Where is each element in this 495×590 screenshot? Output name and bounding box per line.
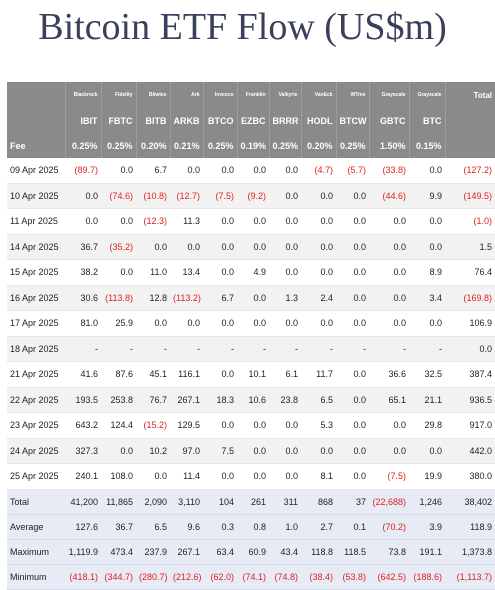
fee-cell: 0.25% (65, 133, 101, 158)
flow-cell: 129.5 (170, 413, 203, 439)
flow-cell: 0.0 (336, 285, 369, 311)
flow-cell: 2.4 (301, 285, 336, 311)
flow-cell: 0.0 (170, 158, 203, 183)
flow-cell: 13.4 (170, 260, 203, 286)
flow-cell: 11.4 (170, 464, 203, 490)
stat-cell: 73.8 (369, 539, 409, 564)
stat-cell: 3.9 (409, 514, 445, 539)
flow-cell: 253.8 (101, 387, 136, 413)
flow-cell: (113.2) (170, 285, 203, 311)
flow-cell: 0.0 (336, 413, 369, 439)
flow-cell: 0.0 (269, 438, 301, 464)
table-row (7, 438, 495, 464)
flow-cell: 0.0 (336, 183, 369, 209)
ticker-header: ARKB (170, 108, 203, 133)
stat-cell: 6.5 (136, 514, 170, 539)
flow-cell: 240.1 (65, 464, 101, 490)
flow-cell: 0.0 (65, 209, 101, 235)
stat-cell: (38.4) (301, 564, 336, 589)
date-cell: 25 Apr 2025 (7, 464, 65, 490)
flow-cell: 442.0 (445, 438, 495, 464)
flow-cell: (89.7) (65, 158, 101, 183)
flow-cell: 18.3 (203, 387, 237, 413)
stat-cell: (212.6) (170, 564, 203, 589)
stat-cell: 3,110 (170, 489, 203, 514)
flow-cell: 38.2 (65, 260, 101, 286)
fee-cell: 0.25% (336, 133, 369, 158)
flow-cell: 7.5 (203, 438, 237, 464)
flow-cell: 0.0 (336, 438, 369, 464)
date-cell: 10 Apr 2025 (7, 183, 65, 209)
stat-cell: 63.4 (203, 539, 237, 564)
issuer-header: Ark (170, 82, 203, 108)
flow-cell: 0.0 (369, 234, 409, 260)
flow-cell: 327.3 (65, 438, 101, 464)
flow-cell: 8.9 (409, 260, 445, 286)
flow-cell: 0.0 (409, 209, 445, 235)
flow-cell: 0.0 (409, 438, 445, 464)
stat-label: Average (7, 514, 65, 539)
stat-cell: 473.4 (101, 539, 136, 564)
flow-cell: 0.0 (369, 438, 409, 464)
flow-cell: 0.0 (301, 438, 336, 464)
flow-cell: - (369, 336, 409, 362)
stat-cell: 11,865 (101, 489, 136, 514)
stat-cell: 104 (203, 489, 237, 514)
header-corner (7, 82, 65, 108)
flow-cell: 8.1 (301, 464, 336, 490)
issuer-header: VanEck (301, 82, 336, 108)
flow-cell: 0.0 (269, 413, 301, 439)
flow-cell: 5.3 (301, 413, 336, 439)
flow-cell: - (136, 336, 170, 362)
flow-cell: (9.2) (237, 183, 269, 209)
date-cell: 22 Apr 2025 (7, 387, 65, 413)
flow-cell: 936.5 (445, 387, 495, 413)
page-title: Bitcoin ETF Flow (US$m) (38, 6, 447, 48)
fee-cell: 0.20% (301, 133, 336, 158)
stat-row-total (7, 489, 495, 514)
stat-label: Minimum (7, 564, 65, 589)
date-cell: 18 Apr 2025 (7, 336, 65, 362)
table-row (7, 387, 495, 413)
stat-cell: 0.8 (237, 514, 269, 539)
flow-cell: 0.0 (237, 464, 269, 490)
ticker-header: HODL (301, 108, 336, 133)
stat-cell: 118.9 (445, 514, 495, 539)
stat-cell: 267.1 (170, 539, 203, 564)
ticker-header: IBIT (65, 108, 101, 133)
flow-cell: 0.0 (269, 311, 301, 337)
issuer-header: Total (445, 82, 495, 108)
flow-cell: 0.0 (336, 362, 369, 388)
flow-cell: 65.1 (369, 387, 409, 413)
stat-cell: 118.5 (336, 539, 369, 564)
flow-cell: 108.0 (101, 464, 136, 490)
fee-label: Fee (7, 133, 65, 158)
flow-cell: 10.1 (237, 362, 269, 388)
flow-cell: 0.0 (136, 464, 170, 490)
stat-cell: 60.9 (237, 539, 269, 564)
flow-cell: 0.0 (237, 234, 269, 260)
flow-cell: 36.7 (65, 234, 101, 260)
flow-cell: 0.0 (301, 234, 336, 260)
flow-cell: 97.0 (170, 438, 203, 464)
table-row (7, 209, 495, 235)
flow-cell: 0.0 (101, 158, 136, 183)
fee-cell: 1.50% (369, 133, 409, 158)
flow-cell: 6.5 (301, 387, 336, 413)
stat-cell: (74.1) (237, 564, 269, 589)
stat-cell: (642.5) (369, 564, 409, 589)
stat-cell: (1,113.7) (445, 564, 495, 589)
flow-cell: (33.8) (369, 158, 409, 183)
flow-cell: 0.0 (136, 234, 170, 260)
flow-cell: 11.0 (136, 260, 170, 286)
table-row (7, 234, 495, 260)
flow-cell: 0.0 (203, 413, 237, 439)
flow-cell: (12.3) (136, 209, 170, 235)
ticker-header: BTC (409, 108, 445, 133)
flow-cell: 0.0 (136, 311, 170, 337)
flow-cell: 30.6 (65, 285, 101, 311)
ticker-header (445, 108, 495, 133)
flow-cell: 21.1 (409, 387, 445, 413)
fee-cell: 0.25% (269, 133, 301, 158)
flow-cell: 0.0 (301, 311, 336, 337)
flow-cell: (4.7) (301, 158, 336, 183)
flow-cell: 29.8 (409, 413, 445, 439)
flow-cell: (7.5) (203, 183, 237, 209)
flow-cell: 0.0 (203, 234, 237, 260)
flow-cell: 0.0 (369, 311, 409, 337)
ticker-header: BTCW (336, 108, 369, 133)
flow-cell: 4.9 (237, 260, 269, 286)
date-cell: 09 Apr 2025 (7, 158, 65, 183)
flow-cell: 0.0 (237, 285, 269, 311)
flow-cell: 124.4 (101, 413, 136, 439)
flow-cell: - (237, 336, 269, 362)
stat-cell: (70.2) (369, 514, 409, 539)
stat-cell: 38,402 (445, 489, 495, 514)
table-row (7, 260, 495, 286)
flow-cell: 0.0 (65, 183, 101, 209)
ticker-header: GBTC (369, 108, 409, 133)
flow-cell: - (409, 336, 445, 362)
flow-cell: 0.0 (336, 234, 369, 260)
flow-cell: 0.0 (237, 413, 269, 439)
issuer-header: Invesco (203, 82, 237, 108)
issuer-header: Fidelity (101, 82, 136, 108)
flow-cell: 643.2 (65, 413, 101, 439)
flow-cell: 0.0 (101, 260, 136, 286)
stat-cell: 311 (269, 489, 301, 514)
flow-cell: 0.0 (369, 285, 409, 311)
flow-cell: - (203, 336, 237, 362)
flow-cell: 87.6 (101, 362, 136, 388)
fee-cell: 0.25% (101, 133, 136, 158)
flow-cell: 0.0 (269, 158, 301, 183)
flow-cell: 0.0 (409, 234, 445, 260)
header-corner (7, 108, 65, 133)
flow-cell: 0.0 (203, 260, 237, 286)
flow-cell: 10.6 (237, 387, 269, 413)
date-cell: 14 Apr 2025 (7, 234, 65, 260)
flow-cell: 0.0 (203, 209, 237, 235)
flow-cell: 0.0 (269, 183, 301, 209)
flow-cell: 0.0 (269, 234, 301, 260)
table-row (7, 158, 495, 183)
table-row (7, 311, 495, 337)
date-cell: 21 Apr 2025 (7, 362, 65, 388)
stat-row-minimum (7, 564, 495, 589)
flow-cell: 0.0 (301, 260, 336, 286)
flow-cell: 0.0 (336, 209, 369, 235)
flow-cell: 11.3 (170, 209, 203, 235)
ticker-header-row (7, 108, 495, 133)
stat-cell: 261 (237, 489, 269, 514)
flow-cell: 0.0 (409, 158, 445, 183)
flow-cell: 6.1 (269, 362, 301, 388)
etf-flow-table (7, 82, 495, 590)
table-row (7, 336, 495, 362)
flow-cell: - (101, 336, 136, 362)
flow-cell: 0.0 (203, 311, 237, 337)
flow-cell: 3.4 (409, 285, 445, 311)
fee-row (7, 133, 495, 158)
flow-cell: 0.0 (369, 413, 409, 439)
issuer-header: WTree (336, 82, 369, 108)
stat-cell: 43.4 (269, 539, 301, 564)
stat-cell: 127.6 (65, 514, 101, 539)
flow-cell: 0.0 (170, 311, 203, 337)
table-row (7, 362, 495, 388)
flow-cell: 193.5 (65, 387, 101, 413)
flow-cell: (5.7) (336, 158, 369, 183)
flow-cell: 0.0 (170, 234, 203, 260)
fee-cell: 0.20% (136, 133, 170, 158)
issuer-header: Grayscale (369, 82, 409, 108)
stat-cell: 1,246 (409, 489, 445, 514)
stat-cell: 118.8 (301, 539, 336, 564)
stat-cell: 0.1 (336, 514, 369, 539)
fee-cell: 0.25% (203, 133, 237, 158)
stat-cell: 41,200 (65, 489, 101, 514)
stat-cell: (62.0) (203, 564, 237, 589)
stat-cell: (74.8) (269, 564, 301, 589)
flow-cell: 0.0 (336, 387, 369, 413)
flow-cell: (12.7) (170, 183, 203, 209)
fee-cell: 0.15% (409, 133, 445, 158)
stat-cell: (188.6) (409, 564, 445, 589)
flow-cell: - (336, 336, 369, 362)
flow-cell: (1.0) (445, 209, 495, 235)
stat-cell: (344.7) (101, 564, 136, 589)
flow-cell: (74.6) (101, 183, 136, 209)
fee-cell (445, 133, 495, 158)
flow-cell: 1.3 (269, 285, 301, 311)
flow-cell: 917.0 (445, 413, 495, 439)
flow-cell: 106.9 (445, 311, 495, 337)
stat-label: Maximum (7, 539, 65, 564)
ticker-header: BRRR (269, 108, 301, 133)
table-row (7, 183, 495, 209)
flow-cell: 0.0 (301, 183, 336, 209)
stat-cell: 37 (336, 489, 369, 514)
flow-cell: 10.2 (136, 438, 170, 464)
flow-cell: 45.1 (136, 362, 170, 388)
ticker-header: BTCO (203, 108, 237, 133)
flow-cell: 76.7 (136, 387, 170, 413)
date-cell: 17 Apr 2025 (7, 311, 65, 337)
issuer-header: Bitwise (136, 82, 170, 108)
flow-cell: 0.0 (203, 158, 237, 183)
table-row (7, 285, 495, 311)
flow-cell: 25.9 (101, 311, 136, 337)
stat-cell: 868 (301, 489, 336, 514)
stat-cell: 9.6 (170, 514, 203, 539)
flow-cell: (44.6) (369, 183, 409, 209)
stat-cell: (418.1) (65, 564, 101, 589)
flow-cell: (169.8) (445, 285, 495, 311)
flow-cell: 32.5 (409, 362, 445, 388)
flow-cell: 387.4 (445, 362, 495, 388)
stat-cell: 0.3 (203, 514, 237, 539)
stat-cell: 237.9 (136, 539, 170, 564)
stat-cell: 1,373.8 (445, 539, 495, 564)
date-cell: 16 Apr 2025 (7, 285, 65, 311)
flow-cell: 0.0 (445, 336, 495, 362)
ticker-header: BITB (136, 108, 170, 133)
stat-row-average (7, 514, 495, 539)
flow-cell: 380.0 (445, 464, 495, 490)
flow-cell: (149.5) (445, 183, 495, 209)
stat-cell: 191.1 (409, 539, 445, 564)
ticker-header: FBTC (101, 108, 136, 133)
flow-cell: 12.8 (136, 285, 170, 311)
flow-cell: - (170, 336, 203, 362)
flow-cell: (35.2) (101, 234, 136, 260)
stat-row-maximum (7, 539, 495, 564)
flow-cell: 0.0 (237, 438, 269, 464)
ticker-header: EZBC (237, 108, 269, 133)
issuer-header: Blackrock (65, 82, 101, 108)
issuer-header: Grayscale (409, 82, 445, 108)
flow-cell: 0.0 (101, 438, 136, 464)
flow-cell: 0.0 (237, 311, 269, 337)
flow-cell: 0.0 (203, 362, 237, 388)
stat-cell: 2,090 (136, 489, 170, 514)
stat-cell: (22,688) (369, 489, 409, 514)
flow-cell: 0.0 (369, 260, 409, 286)
flow-cell: 36.6 (369, 362, 409, 388)
issuer-header: Franklin (237, 82, 269, 108)
flow-cell: 0.0 (237, 158, 269, 183)
issuer-header: Valkyrie (269, 82, 301, 108)
flow-cell: 0.0 (301, 209, 336, 235)
flow-cell: 6.7 (203, 285, 237, 311)
flow-cell: 76.4 (445, 260, 495, 286)
flow-cell: - (65, 336, 101, 362)
table-row (7, 464, 495, 490)
flow-cell: 23.8 (269, 387, 301, 413)
flow-cell: 0.0 (269, 209, 301, 235)
issuer-header-row (7, 82, 495, 108)
flow-cell: 19.9 (409, 464, 445, 490)
stat-label: Total (7, 489, 65, 514)
flow-cell: 81.0 (65, 311, 101, 337)
flow-cell: 11.7 (301, 362, 336, 388)
date-cell: 24 Apr 2025 (7, 438, 65, 464)
fee-cell: 0.19% (237, 133, 269, 158)
table-row (7, 413, 495, 439)
flow-cell: - (269, 336, 301, 362)
flow-cell: 267.1 (170, 387, 203, 413)
flow-cell: 0.0 (269, 260, 301, 286)
flow-cell: 0.0 (369, 209, 409, 235)
flow-cell: 0.0 (336, 464, 369, 490)
flow-cell: (113.8) (101, 285, 136, 311)
stat-cell: 36.7 (101, 514, 136, 539)
flow-cell: 116.1 (170, 362, 203, 388)
flow-cell: 9.9 (409, 183, 445, 209)
stat-cell: (53.8) (336, 564, 369, 589)
flow-cell: (7.5) (369, 464, 409, 490)
fee-cell: 0.21% (170, 133, 203, 158)
stat-cell: 2.7 (301, 514, 336, 539)
date-cell: 15 Apr 2025 (7, 260, 65, 286)
flow-cell: 0.0 (101, 209, 136, 235)
date-cell: 23 Apr 2025 (7, 413, 65, 439)
flow-cell: 6.7 (136, 158, 170, 183)
flow-cell: 0.0 (203, 464, 237, 490)
flow-cell: (15.2) (136, 413, 170, 439)
flow-cell: - (301, 336, 336, 362)
flow-cell: 41.6 (65, 362, 101, 388)
stat-cell: (280.7) (136, 564, 170, 589)
flow-cell: 0.0 (336, 260, 369, 286)
date-cell: 11 Apr 2025 (7, 209, 65, 235)
flow-cell: 0.0 (269, 464, 301, 490)
stat-cell: 1,119.9 (65, 539, 101, 564)
stat-cell: 1.0 (269, 514, 301, 539)
flow-cell: 1.5 (445, 234, 495, 260)
flow-cell: (127.2) (445, 158, 495, 183)
flow-cell: 0.0 (409, 311, 445, 337)
flow-cell: 0.0 (237, 209, 269, 235)
flow-cell: (10.8) (136, 183, 170, 209)
flow-cell: 0.0 (336, 311, 369, 337)
